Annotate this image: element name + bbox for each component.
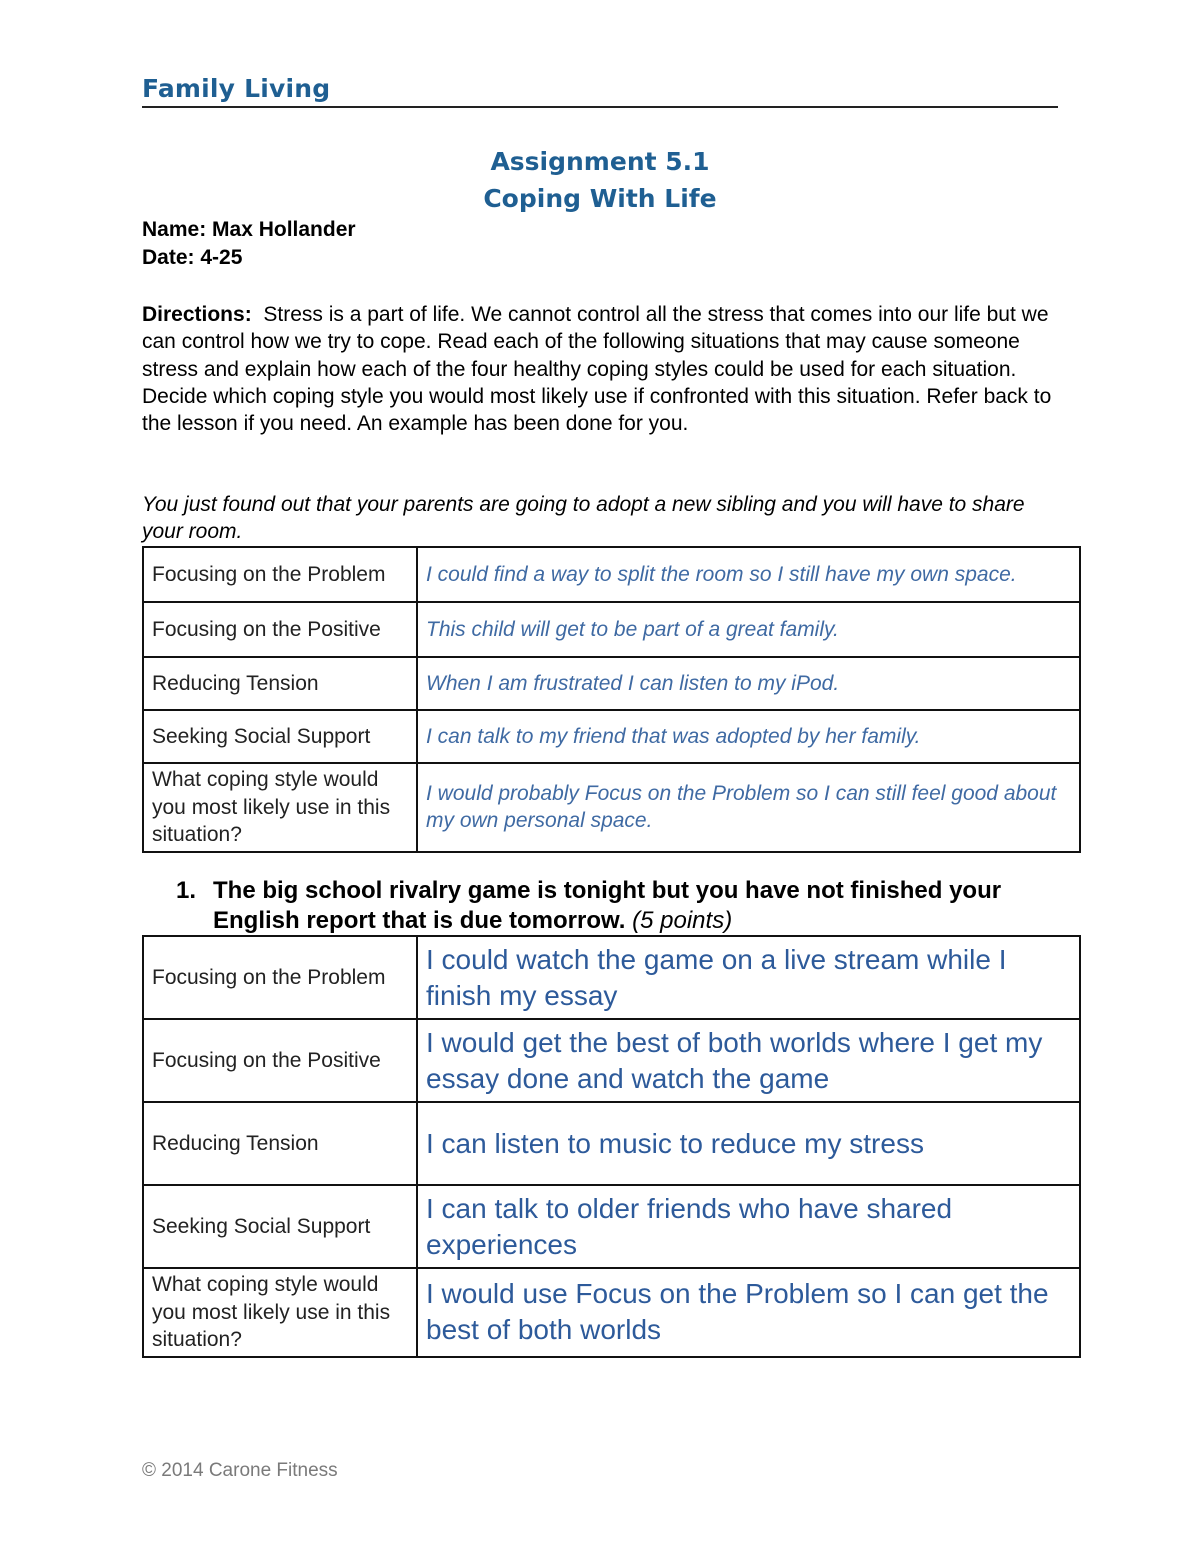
answer-field[interactable]: I could watch the game on a live stream while I finish my essay: [417, 936, 1080, 1019]
answer-field[interactable]: I can talk to older friends who have shared experiences: [417, 1185, 1080, 1268]
row-label: Focusing on the Problem: [143, 547, 417, 602]
table-row: [143, 602, 1080, 657]
example-scenario: You just found out that your parents are going to adopt a new sibling and you will have to share your room.: [142, 493, 1025, 543]
row-label: What coping style would you most likely use in this situation?: [143, 1268, 417, 1357]
answer-field[interactable]: I would get the best of both worlds where I get my essay done and watch the game: [417, 1019, 1080, 1102]
row-label: What coping style would you most likely use in this situation?: [143, 763, 417, 852]
question-points: (5 points): [632, 907, 733, 934]
row-label: Reducing Tension: [143, 657, 417, 710]
row-answer: I would probably Focus on the Problem so I can still feel good about my own personal space.: [417, 763, 1080, 852]
row-answer: I could find a way to split the room so I still have my own space.: [417, 547, 1080, 602]
row-label: Focusing on the Positive: [143, 602, 417, 657]
table-row: [143, 1102, 1080, 1185]
question-text-wrap: [213, 876, 1076, 936]
table-row: [143, 710, 1080, 763]
course-title: Family Living: [142, 74, 331, 103]
assignment-heading: [142, 143, 1058, 217]
table-row: [143, 1268, 1080, 1357]
table-row: [143, 1185, 1080, 1268]
table-row: [143, 547, 1080, 602]
answer-field[interactable]: I would use Focus on the Problem so I can get the best of both worlds: [417, 1268, 1080, 1357]
row-answer: I can talk to my friend that was adopted by her family.: [417, 710, 1080, 763]
row-label: Reducing Tension: [143, 1102, 417, 1185]
answer-field[interactable]: I can listen to music to reduce my stress: [417, 1102, 1080, 1185]
directions-label: Directions:: [142, 303, 252, 326]
example-table: [142, 546, 1081, 853]
assignment-title: Assignment 5.1: [490, 147, 710, 176]
question-text: The big school rivalry game is tonight but you have not finished your English report that is due tomorrow.: [213, 877, 1002, 934]
submission-date: Date: 4-25: [142, 246, 243, 269]
row-answer: This child will get to be part of a great family.: [417, 602, 1080, 657]
table-row: [143, 657, 1080, 710]
row-label: Focusing on the Problem: [143, 936, 417, 1019]
assignment-subtitle: Coping With Life: [483, 184, 717, 213]
header-rule: [142, 106, 1058, 108]
question-number: 1.: [176, 877, 197, 904]
question-1-table: [142, 935, 1081, 1358]
question-1: [176, 876, 1076, 936]
copyright-footer: © 2014 Carone Fitness: [142, 1460, 338, 1481]
row-answer: When I am frustrated I can listen to my iPod.: [417, 657, 1080, 710]
directions: [142, 301, 1072, 437]
student-name: Name: Max Hollander: [142, 218, 356, 241]
row-label: Seeking Social Support: [143, 710, 417, 763]
directions-text: Stress is a part of life. We cannot control all the stress that comes into our life but we can control how we try to cope. Read each of the following situations that may cause someone stress and explain how each of the four healthy coping styles could be used for each situation. Decide which coping style you would most likely use if confronted with this situation. Refer back to the lesson if you need. An example has been done for you.: [142, 303, 1052, 436]
table-row: [143, 1019, 1080, 1102]
student-info: [142, 216, 356, 272]
row-label: Seeking Social Support: [143, 1185, 417, 1268]
table-row: [143, 936, 1080, 1019]
table-row: [143, 763, 1080, 852]
row-label: Focusing on the Positive: [143, 1019, 417, 1102]
